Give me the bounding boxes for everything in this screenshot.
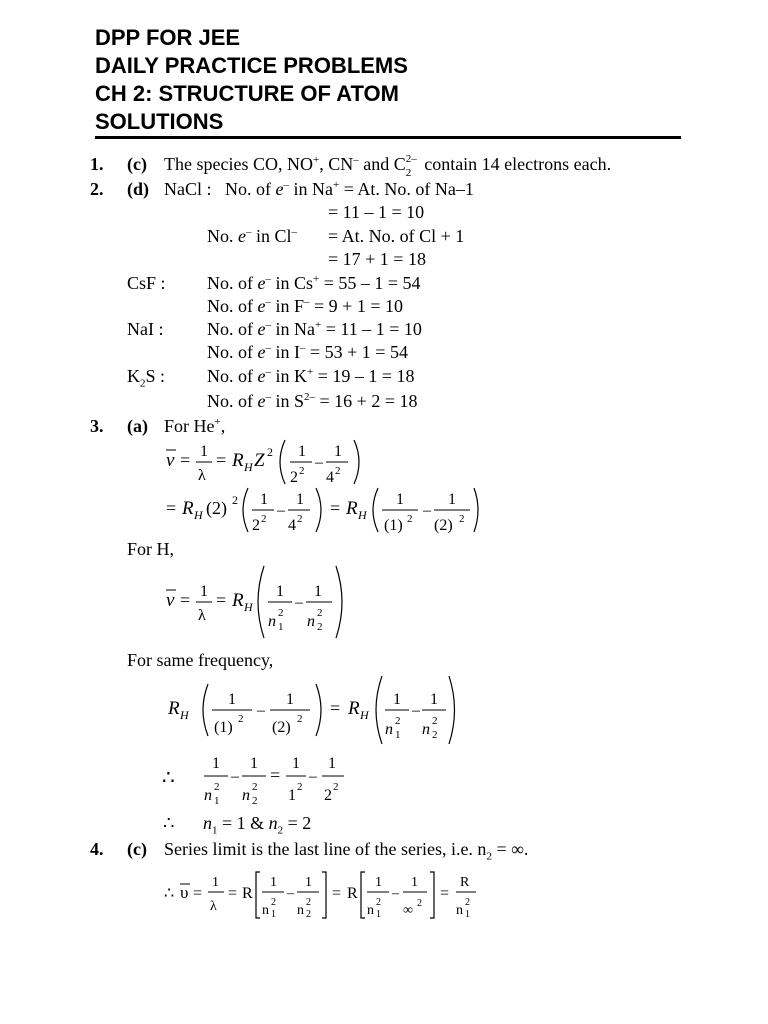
svg-text:R: R xyxy=(168,698,180,719)
q3-for-he: For He+, xyxy=(164,416,226,436)
svg-text:H: H xyxy=(358,508,367,522)
svg-text:R: R xyxy=(348,698,360,719)
svg-text:–: – xyxy=(315,454,323,471)
svg-text:1: 1 xyxy=(260,491,268,508)
svg-text:=: = xyxy=(216,450,227,470)
svg-text:=: = xyxy=(228,885,238,902)
svg-text:2: 2 xyxy=(317,607,323,619)
svg-text:–: – xyxy=(287,886,294,901)
svg-text:2: 2 xyxy=(267,445,273,459)
svg-text:(2): (2) xyxy=(206,498,227,518)
svg-text:2: 2 xyxy=(252,517,260,534)
svg-text:2: 2 xyxy=(317,621,323,633)
svg-text:=: = xyxy=(332,885,342,902)
q2-cl-formula: = At. No. of Cl + 1 xyxy=(328,226,465,246)
svg-text:–: – xyxy=(309,768,317,785)
q2-i-electrons: No. of e– in I– = 53 + 1 = 54 xyxy=(207,342,408,362)
svg-text:R: R xyxy=(232,450,244,471)
svg-text:λ: λ xyxy=(198,467,206,484)
svg-text:2: 2 xyxy=(252,795,258,807)
q2-number: 2. xyxy=(90,179,104,199)
q2-cl-value: = 17 + 1 = 18 xyxy=(328,249,426,269)
svg-text:2: 2 xyxy=(252,781,258,793)
svg-text:1: 1 xyxy=(276,583,284,600)
svg-text:–: – xyxy=(277,502,285,519)
svg-text:1: 1 xyxy=(411,875,418,890)
svg-text:(1): (1) xyxy=(384,517,403,534)
svg-text:(2): (2) xyxy=(272,719,291,736)
svg-text:2: 2 xyxy=(407,513,413,525)
svg-text:1: 1 xyxy=(270,875,277,890)
svg-text:–: – xyxy=(295,594,303,611)
svg-text:λ: λ xyxy=(210,899,217,914)
q1-answer: (c) xyxy=(127,154,147,174)
q2-na-value: = 11 – 1 = 10 xyxy=(328,202,425,222)
svg-text:2: 2 xyxy=(232,493,238,507)
q4-number: 4. xyxy=(90,839,104,859)
svg-text:=: = xyxy=(216,590,227,610)
q3-equal-frequency-equation xyxy=(160,672,460,748)
q3-he-equation xyxy=(160,436,380,486)
svg-text:2: 2 xyxy=(290,469,298,486)
svg-text:1: 1 xyxy=(296,491,304,508)
svg-text:1: 1 xyxy=(430,691,438,708)
q4-series-limit-equation xyxy=(160,866,490,926)
svg-text:2: 2 xyxy=(395,715,401,727)
svg-text:–: – xyxy=(412,702,420,719)
svg-text:2: 2 xyxy=(432,715,438,727)
svg-text:=: = xyxy=(270,765,281,785)
svg-text:2: 2 xyxy=(417,898,422,909)
q2-f-electrons: No. of e– in F– = 9 + 1 = 10 xyxy=(207,296,403,316)
q4-answer: (c) xyxy=(127,839,147,859)
svg-text:1: 1 xyxy=(448,491,456,508)
svg-text:H: H xyxy=(244,460,253,474)
svg-text:n: n xyxy=(456,903,463,918)
svg-text:–: – xyxy=(231,768,239,785)
svg-text:H: H xyxy=(180,708,189,722)
svg-text:n: n xyxy=(297,903,304,918)
svg-text:1: 1 xyxy=(314,583,322,600)
q2-k-electrons: No. of e– in K+ = 19 – 1 = 18 xyxy=(207,366,415,386)
svg-text:1: 1 xyxy=(250,755,258,772)
svg-text:1: 1 xyxy=(375,875,382,890)
svg-text:R: R xyxy=(242,885,253,902)
q3-for-h: For H, xyxy=(127,539,175,559)
svg-text:2: 2 xyxy=(297,513,303,525)
header-line-4: SOLUTIONS xyxy=(95,109,224,134)
q2-csf-label: CsF : xyxy=(127,273,166,293)
svg-text:1: 1 xyxy=(228,691,236,708)
q3-number: 3. xyxy=(90,416,104,436)
q2-nacl-label: NaCl : xyxy=(164,179,212,199)
svg-text:–: – xyxy=(257,702,265,719)
svg-text:2: 2 xyxy=(261,513,267,525)
q2-na-electrons: No. of e– in Na+ = At. No. of Na–1 xyxy=(225,179,474,199)
q2-nai-label: NaI : xyxy=(127,319,164,339)
svg-text:v: v xyxy=(166,590,175,611)
q2-k2s-label: $K_2S$ : xyxy=(127,366,166,390)
svg-text:n: n xyxy=(367,903,374,918)
svg-text:Z: Z xyxy=(254,450,265,471)
svg-text:2: 2 xyxy=(432,729,438,741)
q1-number: 1. xyxy=(90,154,104,174)
svg-text:H: H xyxy=(244,600,253,614)
svg-text:4: 4 xyxy=(288,517,296,534)
svg-text:1: 1 xyxy=(286,691,294,708)
svg-text:1: 1 xyxy=(200,443,208,460)
header-rule xyxy=(95,136,681,139)
svg-text:v: v xyxy=(166,450,175,471)
svg-text:1: 1 xyxy=(271,909,276,920)
svg-text:1: 1 xyxy=(292,755,300,772)
svg-text:2: 2 xyxy=(271,897,276,908)
header-line-1: DPP FOR JEE xyxy=(95,25,241,50)
svg-text:(1): (1) xyxy=(214,719,233,736)
q4-text: Series limit is the last line of the series, i.e. $n_2$ = ∞. xyxy=(164,839,529,863)
q3-h-equation xyxy=(160,562,360,642)
svg-text:=: = xyxy=(330,498,341,518)
svg-text:∴: ∴ xyxy=(162,767,175,789)
svg-text:2: 2 xyxy=(238,713,244,725)
q3-he-expanded xyxy=(160,484,480,536)
svg-text:n: n xyxy=(307,613,315,630)
q2-cs-electrons: No. of e– in Cs+ = 55 – 1 = 54 xyxy=(207,273,421,293)
q1-text: The species CO, NO+, CN– and C 2– 2 contain 14 electrons each. xyxy=(164,153,612,179)
svg-text:1: 1 xyxy=(376,909,381,920)
svg-text:=: = xyxy=(330,698,341,718)
q2-answer: (d) xyxy=(127,179,149,199)
svg-text:λ: λ xyxy=(198,607,206,624)
svg-text:n: n xyxy=(268,613,276,630)
svg-text:n: n xyxy=(242,787,250,804)
svg-text:1: 1 xyxy=(278,621,284,633)
svg-text:R: R xyxy=(232,590,244,611)
svg-text:2: 2 xyxy=(278,607,284,619)
svg-text:∴: ∴ xyxy=(164,885,175,902)
svg-text:H: H xyxy=(194,508,203,522)
svg-text:R: R xyxy=(347,885,358,902)
svg-text:υ: υ xyxy=(180,883,189,902)
q2-nai-na-electrons: No. of e– in Na+ = 11 – 1 = 10 xyxy=(207,319,422,339)
q3-result: $n_1 = 1$ & $n_2 = 2$ xyxy=(203,813,312,837)
svg-text:–: – xyxy=(392,886,399,901)
svg-text:2: 2 xyxy=(459,513,465,525)
svg-text:4: 4 xyxy=(326,469,334,486)
svg-text:R: R xyxy=(460,875,470,890)
svg-text:1: 1 xyxy=(200,583,208,600)
svg-text:n: n xyxy=(385,721,393,738)
q3-therefore-symbol: ∴ xyxy=(163,813,175,833)
svg-text:1: 1 xyxy=(465,909,470,920)
svg-text:2: 2 xyxy=(299,465,305,477)
svg-text:1: 1 xyxy=(305,875,312,890)
svg-text:1: 1 xyxy=(214,795,220,807)
svg-text:R: R xyxy=(346,498,358,519)
q3-therefore-equation xyxy=(160,750,360,810)
svg-text:=: = xyxy=(440,885,450,902)
svg-text:1: 1 xyxy=(395,729,401,741)
svg-text:2: 2 xyxy=(333,781,339,793)
svg-text:2: 2 xyxy=(306,897,311,908)
svg-text:1: 1 xyxy=(288,787,296,804)
svg-text:1: 1 xyxy=(334,443,342,460)
svg-text:(2): (2) xyxy=(434,517,453,534)
svg-text:–: – xyxy=(423,502,431,519)
svg-text:n: n xyxy=(422,721,430,738)
q3-answer: (a) xyxy=(127,416,148,436)
svg-text:=: = xyxy=(166,498,177,518)
svg-text:2: 2 xyxy=(376,897,381,908)
svg-text:=: = xyxy=(180,450,191,470)
svg-text:=: = xyxy=(193,885,203,902)
svg-text:1: 1 xyxy=(396,491,404,508)
svg-text:2: 2 xyxy=(306,909,311,920)
svg-text:2: 2 xyxy=(335,465,341,477)
q3-same-frequency: For same frequency, xyxy=(127,650,274,670)
svg-text:2: 2 xyxy=(324,787,332,804)
svg-text:2: 2 xyxy=(214,781,220,793)
svg-text:H: H xyxy=(360,708,369,722)
svg-text:1: 1 xyxy=(328,755,336,772)
svg-text:1: 1 xyxy=(212,875,219,890)
q2-cl-electrons: No. e– in Cl– xyxy=(207,226,298,246)
svg-text:n: n xyxy=(204,787,212,804)
svg-text:1: 1 xyxy=(298,443,306,460)
svg-text:R: R xyxy=(182,498,194,519)
svg-text:1: 1 xyxy=(212,755,220,772)
header-line-3: CH 2: STRUCTURE OF ATOM xyxy=(95,81,399,106)
header-line-2: DAILY PRACTICE PROBLEMS xyxy=(95,53,408,78)
svg-text:2: 2 xyxy=(297,713,303,725)
svg-text:n: n xyxy=(262,903,269,918)
svg-text:2: 2 xyxy=(465,897,470,908)
q2-s-electrons: No. of e– in $S^{2-} = 16 + 2 = 18$ xyxy=(207,391,418,411)
svg-text:2: 2 xyxy=(297,781,303,793)
svg-text:∞: ∞ xyxy=(403,903,413,918)
svg-text:=: = xyxy=(180,590,191,610)
svg-text:1: 1 xyxy=(393,691,401,708)
